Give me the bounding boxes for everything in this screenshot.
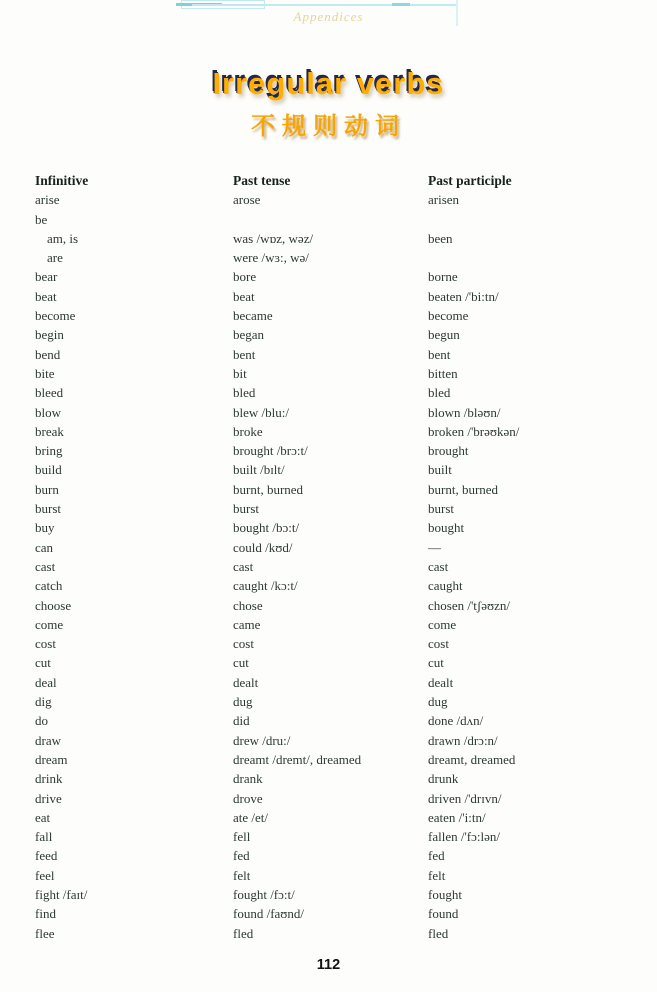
verb-cell-part: burnt, burned [428,481,499,497]
verb-cell-inf: be [35,211,48,227]
column-header-past-tense: Past tense [233,173,291,188]
verb-cell-past: bought /bɔ:t/ [233,520,300,536]
verb-cell-inf: arise [35,192,60,208]
verb-row [35,248,649,267]
verb-cell-part: broken /'brəʊkən/ [428,423,520,439]
verb-row [35,750,649,769]
verb-cell-inf: can [35,539,54,555]
verb-row [35,325,649,344]
verb-cell-part: cut [428,655,444,671]
verb-cell-part [428,248,649,267]
page-title: Irregular verbs [212,66,445,101]
verb-cell-past: fought /fɔ:t/ [233,886,295,902]
verb-cell-part: dealt [428,674,454,690]
verb-cell-inf: blow [35,404,61,420]
verb-cell-inf: bring [35,443,63,459]
verb-row [35,653,649,672]
verb-cell-past: beat [233,288,255,304]
verb-cell-inf: beat [35,288,57,304]
verb-cell-past: began [233,327,265,343]
verb-cell-part: built [428,462,452,478]
verb-cell-inf: feed [35,848,58,864]
table-header-row [35,171,649,190]
verb-cell-inf: feel [35,867,55,883]
verb-cell-past: cut [233,655,249,671]
verb-cell-part: — [428,539,441,555]
verb-row [35,190,649,209]
verb-cell-past: did [233,713,250,729]
verb-cell-part: become [428,308,469,324]
verb-cell-inf: bite [35,365,55,381]
verb-cell-past: dealt [233,674,259,690]
verb-cell-inf: dig [35,694,52,710]
verb-row [35,692,649,711]
verb-cell-part: driven /'drɪvn/ [428,790,502,806]
verb-cell-inf: burn [35,481,59,497]
verb-row [35,441,649,460]
verb-cell-inf: buy [35,520,55,536]
verb-cell-past: bent [233,346,256,362]
verb-cell-part: felt [428,867,446,883]
top-border-dash [392,3,410,6]
verb-row [35,345,649,364]
verb-cell-past: built /bɪlt/ [233,462,285,478]
verb-row [35,634,649,653]
verb-row [35,596,649,615]
verb-cell-inf: cost [35,636,56,652]
verb-cell-inf: become [35,308,76,324]
verb-cell-inf: eat [35,809,51,825]
verb-row [35,364,649,383]
verb-cell-past: arose [233,192,261,208]
verb-cell-inf: begin [35,327,64,343]
verb-row [35,731,649,750]
verb-cell-inf: bear [35,269,58,285]
verb-cell-part: done /dʌn/ [428,713,484,729]
verb-cell-inf: deal [35,674,57,690]
verb-row [35,480,649,499]
verb-row [35,267,649,286]
verb-cell-inf: catch [35,578,63,594]
verb-cell-inf: draw [35,732,61,748]
verb-cell-inf: find [35,906,56,922]
verb-row [35,615,649,634]
verb-cell-past: fed [233,848,250,864]
verb-row [35,229,649,248]
verb-row [35,383,649,402]
verb-cell-part: cost [428,636,449,652]
verb-cell-past: felt [233,867,251,883]
verb-cell-past: found /faʊnd/ [233,906,305,922]
verb-cell-part: borne [428,269,458,285]
verb-cell-part: fallen /'fɔ:lən/ [428,829,501,845]
verb-cell-inf: drive [35,790,62,806]
verb-row [35,460,649,479]
verb-row [35,885,649,904]
verb-cell-part: bitten [428,365,458,381]
verb-row [35,769,649,788]
verb-row [35,789,649,808]
verb-cell-past: bit [233,365,247,381]
verb-cell-inf: are [47,250,63,266]
verb-cell-inf: bend [35,346,61,362]
verb-cell-past: dug [233,694,253,710]
verb-cell-past: bled [233,385,256,401]
verb-cell-past: fell [233,829,251,845]
verb-cell-inf: do [35,713,48,729]
verb-cell-part: begun [428,327,460,343]
verb-cell-part: fought [428,886,462,902]
verb-cell-past: caught /kɔ:t/ [233,578,298,594]
verb-row [35,518,649,537]
verb-cell-part: brought [428,443,469,459]
verb-cell-past: dreamt /dremt/, dreamed [233,751,362,767]
verb-cell-inf: flee [35,925,55,941]
verb-cell-past: became [233,308,273,324]
verb-cell-past: blew /blu:/ [233,404,289,420]
page-number: 112 [316,957,341,973]
column-header-past-participle: Past participle [428,173,512,188]
verb-cell-part: drunk [428,771,459,787]
verb-cell-inf: fight /faɪt/ [35,886,88,902]
verb-cell-past [233,210,428,229]
verb-cell-inf: drink [35,771,63,787]
verb-row [35,711,649,730]
page-subtitle-chinese: 不规则动词 [251,114,406,140]
verb-cell-part: been [428,230,453,246]
verb-row [35,904,649,923]
verb-cell-past: fled [233,925,254,941]
verb-cell-part: burst [428,501,454,517]
verb-row [35,808,649,827]
verb-cell-inf: break [35,423,64,439]
verb-cell-inf: dream [35,751,68,767]
verb-cell-part [428,210,649,229]
verb-cell-part: found [428,906,459,922]
verb-cell-part: dug [428,694,448,710]
verb-cell-past: came [233,616,261,632]
verb-row [35,576,649,595]
verb-cell-part: dreamt, dreamed [428,751,516,767]
verb-cell-inf: am, is [47,230,79,246]
verb-cell-past: ate /et/ [233,809,269,825]
verb-cell-inf: burst [35,501,61,517]
verb-cell-part: caught [428,578,463,594]
irregular-verbs-table [35,171,649,943]
page-top-border [192,4,458,6]
verb-cell-past: were /wɜ:, wə/ [233,250,309,266]
verb-row [35,846,649,865]
verb-row [35,827,649,846]
verb-cell-inf: fall [35,829,53,845]
verb-cell-past: bore [233,269,257,285]
verb-cell-part: fled [428,925,449,941]
verb-cell-past: was /wɒz, wəz/ [233,230,314,246]
verb-row [35,538,649,557]
verb-cell-past: broke [233,423,263,439]
verb-cell-past: burnt, burned [233,481,304,497]
verb-cell-inf: choose [35,597,72,613]
verb-row [35,499,649,518]
running-header: Appendices [293,9,364,24]
verb-cell-part: blown /bləʊn/ [428,404,501,420]
verb-cell-part: drawn /drɔ:n/ [428,732,498,748]
verb-row [35,924,649,943]
verb-cell-past: drove [233,790,263,806]
verb-row [35,866,649,885]
verb-row [35,403,649,422]
verb-cell-past: burst [233,501,259,517]
verb-cell-past: chose [233,597,263,613]
verb-cell-inf: cut [35,655,51,671]
verb-cell-past: drank [233,771,263,787]
verb-row [35,287,649,306]
verb-cell-part: beaten /'bi:tn/ [428,288,499,304]
verb-cell-inf: come [35,616,64,632]
verb-cell-part: bought [428,520,465,536]
verb-row [35,673,649,692]
verb-cell-past: could /kʊd/ [233,539,293,555]
verb-cell-part: chosen /'tʃəʊzn/ [428,597,511,613]
verb-row [35,306,649,325]
verb-cell-part: arisen [428,192,460,208]
verb-cell-past: cost [233,636,254,652]
table-body [35,190,649,943]
verb-row [35,557,649,576]
verb-row [35,210,649,229]
verb-cell-past: brought /brɔ:t/ [233,443,308,459]
verb-cell-inf: build [35,462,62,478]
verb-cell-inf: bleed [35,385,64,401]
verb-cell-part: fed [428,848,445,864]
verb-cell-part: come [428,616,457,632]
verb-cell-part: cast [428,558,449,574]
verb-cell-past: cast [233,558,254,574]
verb-row [35,422,649,441]
verb-cell-part: bled [428,385,451,401]
verb-cell-inf: cast [35,558,56,574]
verb-cell-part: bent [428,346,451,362]
verb-cell-past: drew /dru:/ [233,732,291,748]
column-header-infinitive: Infinitive [35,173,89,188]
verb-cell-part: eaten /'i:tn/ [428,809,486,825]
